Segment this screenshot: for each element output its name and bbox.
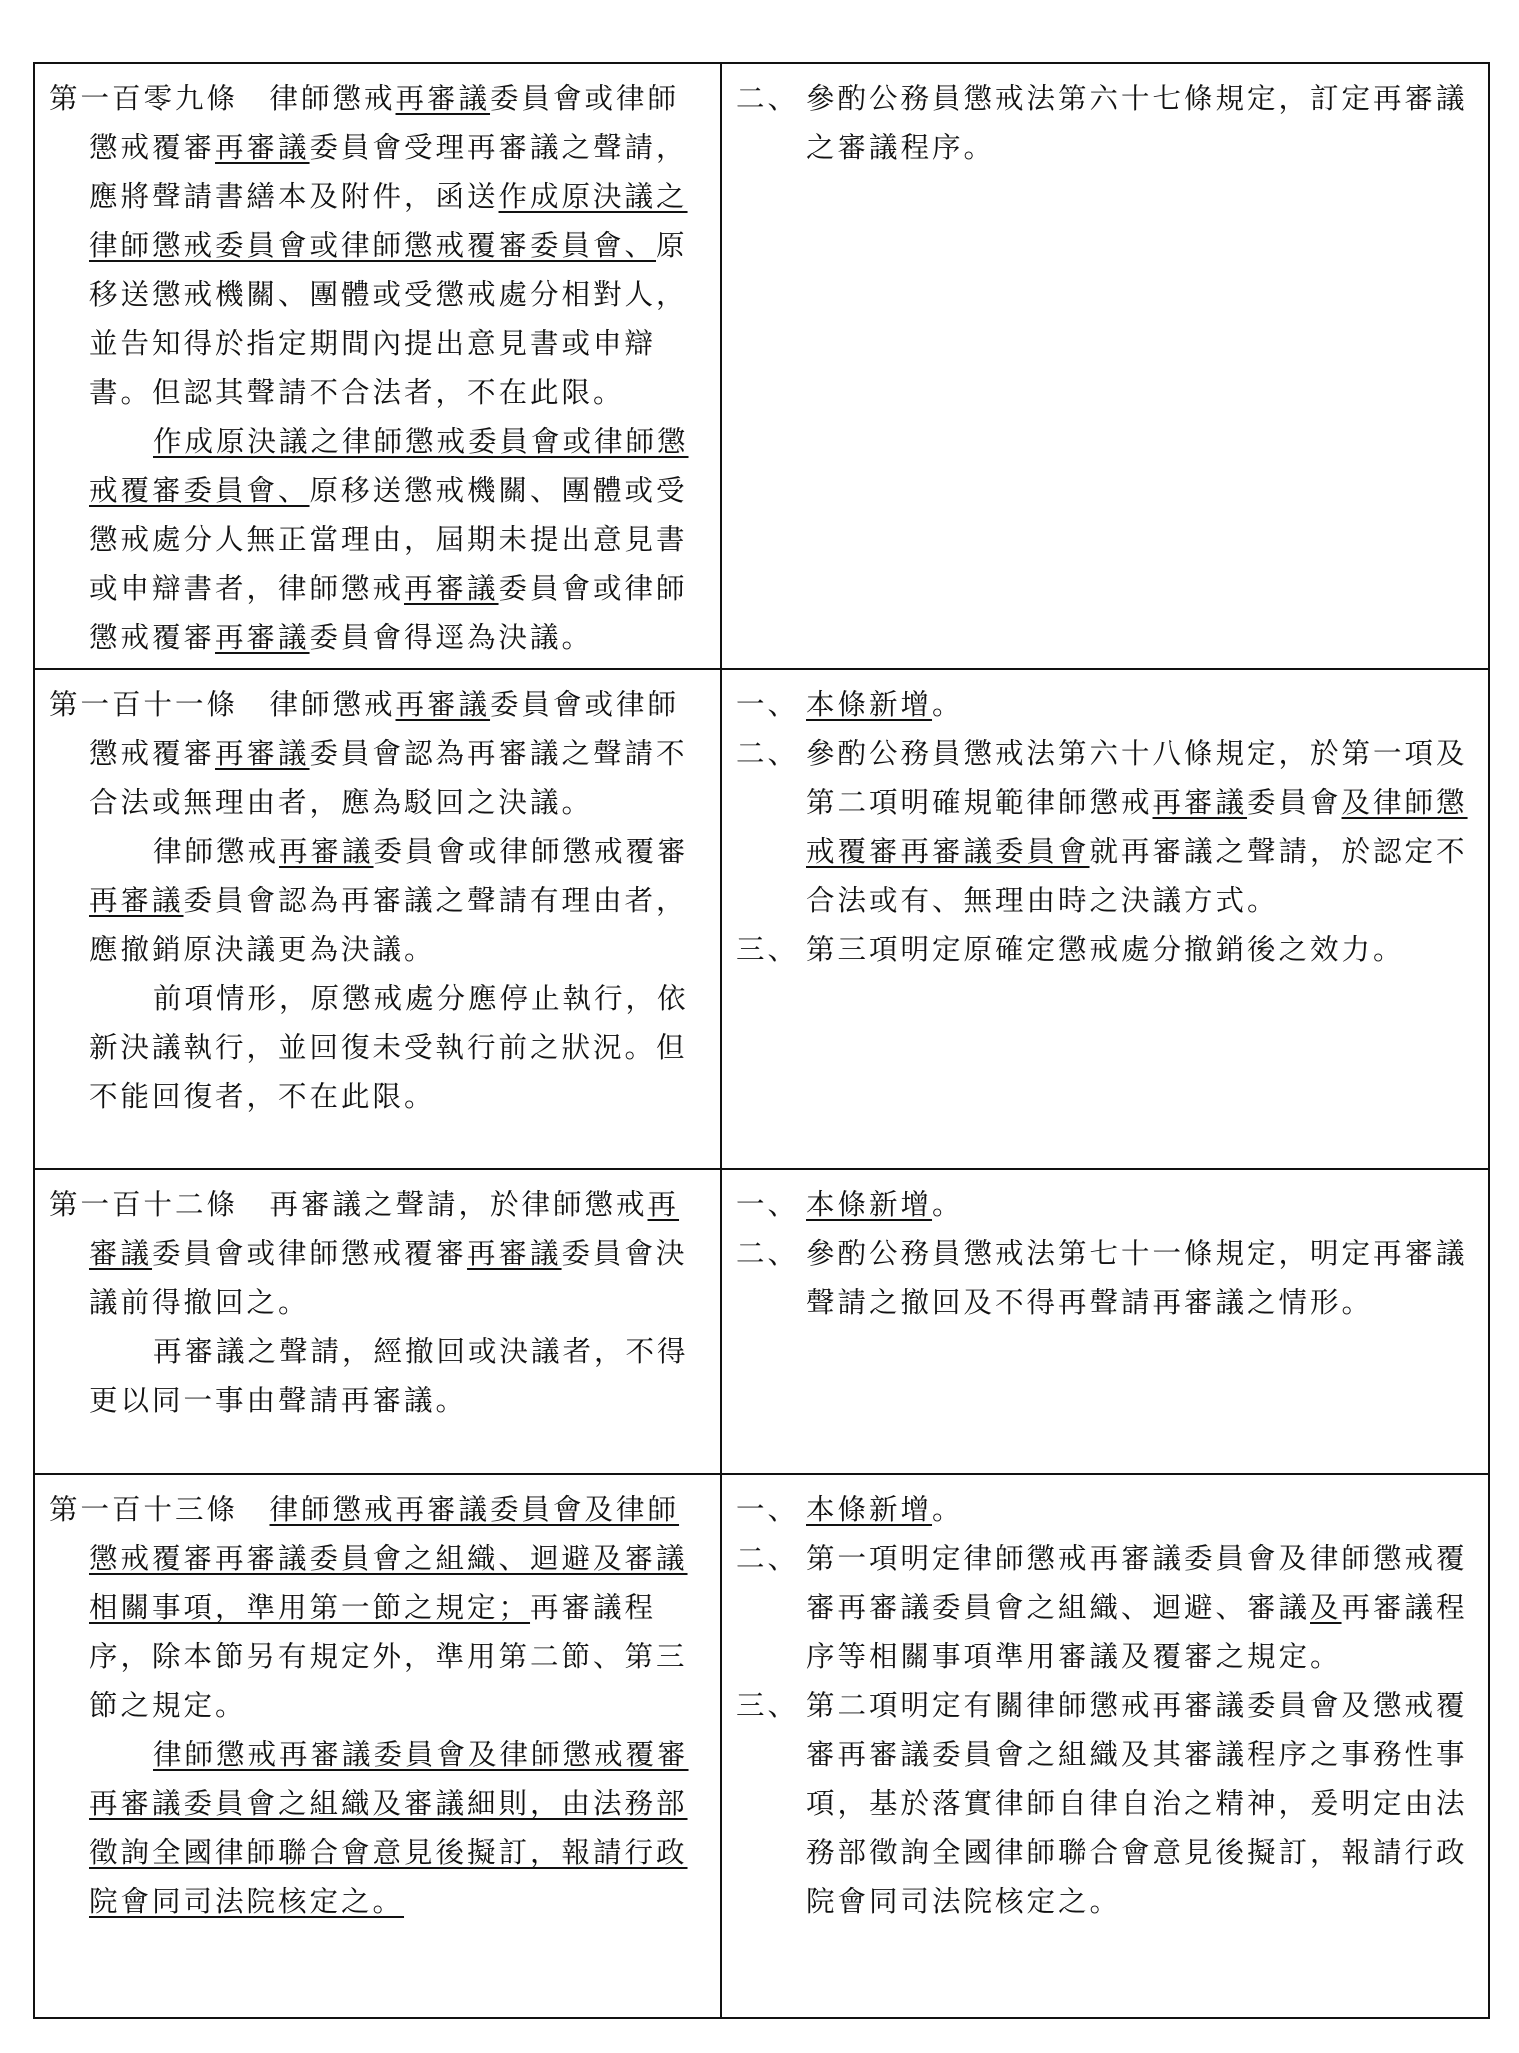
article-paragraph bbox=[49, 74, 706, 417]
underlined-amendment: 再審議 bbox=[215, 737, 310, 770]
article-text-cell bbox=[34, 63, 721, 669]
explanation-item bbox=[736, 1534, 1474, 1681]
comparison-table bbox=[33, 62, 1490, 2019]
article-sub-paragraph bbox=[49, 1730, 706, 1926]
explanation-cell bbox=[721, 669, 1489, 1169]
underlined-amendment: 及律師懲戒覆審再審議委員會 bbox=[806, 786, 1468, 868]
text-run: 。 bbox=[932, 1188, 964, 1221]
item-text bbox=[806, 729, 1474, 925]
item-text bbox=[806, 74, 1474, 172]
explanation-item bbox=[736, 680, 1474, 729]
underlined-amendment: 律師懲戒再審議委員會及律師懲戒覆審再審議委員會之組織及審議細則，由法務部徵詢全國律師聯合會意見後擬訂，報請行政院會同司法院核定之。 bbox=[89, 1738, 689, 1918]
text-run: 第一百十三條 bbox=[49, 1493, 270, 1526]
underlined-amendment: 再審議 bbox=[279, 835, 374, 868]
item-number: 二、 bbox=[736, 1237, 800, 1270]
item-text bbox=[806, 1534, 1474, 1681]
underlined-amendment: 及 bbox=[1310, 1591, 1342, 1624]
explanation-item bbox=[736, 1681, 1474, 1926]
text-run: 委員會受理再審議之聲請，應將聲請書繕本及附件，函送 bbox=[89, 131, 688, 213]
item-number: 一、 bbox=[736, 1493, 800, 1526]
text-run: 第一百零九條 律師懲戒 bbox=[49, 82, 396, 115]
explanation-cell bbox=[721, 63, 1489, 669]
article-sub-paragraph bbox=[49, 417, 706, 662]
text-run: 委員會認為再審議之聲請有理由者，應撤銷原決議更為決議。 bbox=[89, 884, 688, 966]
article-text-cell bbox=[34, 669, 721, 1169]
underlined-amendment: 律師懲戒再審議委員會及律師懲戒覆審再審議委員會之組織、迴避及審議相關事項，準用第一節之規定； bbox=[89, 1493, 688, 1624]
text-run: 委員會或律師懲戒覆審 bbox=[89, 572, 688, 654]
explanation-item bbox=[736, 729, 1474, 925]
text-run: 。 bbox=[932, 688, 964, 721]
text-run: 再審議程序，除本節另有規定外，準用第二節、第三節之規定。 bbox=[89, 1591, 688, 1722]
text-run: 就再審議之聲請，於認定不合法或有、無理由時之決議方式。 bbox=[806, 835, 1468, 917]
text-run: 再審議之聲請，經撤回或決議者，不得更以同一事由聲請再審議。 bbox=[89, 1335, 689, 1417]
text-run: 參酌公務員懲戒法第六十七條規定，訂定再審議之審議程序。 bbox=[806, 82, 1468, 164]
text-run: 參酌公務員懲戒法第七十一條規定，明定再審議聲請之撤回及不得再聲請再審議之情形。 bbox=[806, 1237, 1468, 1319]
item-text bbox=[806, 1485, 1474, 1534]
item-number: 一、 bbox=[736, 688, 800, 721]
text-run: 前項情形，原懲戒處分應停止執行，依新決議執行，並回復未受執行前之狀況。但不能回復者，不在此限。 bbox=[89, 982, 689, 1113]
underlined-amendment: 再審議 bbox=[395, 688, 491, 721]
item-number: 一、 bbox=[736, 1188, 800, 1221]
text-run: 委員會決議前得撤回之。 bbox=[89, 1237, 688, 1319]
item-text bbox=[806, 1229, 1474, 1327]
underlined-amendment: 再審議 bbox=[467, 1237, 562, 1270]
underlined-amendment: 再審議 bbox=[395, 82, 491, 115]
underlined-amendment: 本條新增 bbox=[806, 1188, 933, 1221]
text-run: 委員會或律師懲戒覆審 bbox=[89, 82, 680, 164]
text-run: 參酌公務員懲戒法第六十八條規定，於第一項及第二項明確規範律師懲戒 bbox=[806, 737, 1468, 819]
item-number: 三、 bbox=[736, 1689, 800, 1722]
table-row bbox=[34, 63, 1489, 669]
table-row bbox=[34, 1474, 1489, 2018]
item-number: 二、 bbox=[736, 82, 800, 115]
item-number: 二、 bbox=[736, 1542, 800, 1575]
article-paragraph bbox=[49, 1180, 706, 1327]
underlined-amendment: 再審議 bbox=[404, 572, 499, 605]
item-text bbox=[806, 680, 1474, 729]
text-run: 委員會認為再審議之聲請不合法或無理由者，應為駁回之決議。 bbox=[89, 737, 688, 819]
text-run: 。 bbox=[932, 1493, 964, 1526]
explanation-cell bbox=[721, 1474, 1489, 2018]
underlined-amendment: 再審議 bbox=[89, 884, 184, 917]
explanation-item bbox=[736, 925, 1474, 974]
underlined-amendment: 再審議 bbox=[215, 131, 310, 164]
text-run: 第三項明定原確定懲戒處分撤銷後之效力。 bbox=[806, 933, 1405, 966]
table-row bbox=[34, 669, 1489, 1169]
item-text bbox=[806, 1180, 1474, 1229]
underlined-amendment: 再審議 bbox=[1152, 786, 1248, 819]
text-run: 委員會或律師懲戒覆審 bbox=[152, 1237, 468, 1270]
text-run: 委員會得逕為決議。 bbox=[309, 621, 594, 654]
item-number: 二、 bbox=[736, 737, 800, 770]
text-run: 原移送懲戒機關、團體或受懲戒處分人無正當理由，屆期未提出意見書或申辯書者，律師懲戒 bbox=[89, 474, 688, 605]
text-run: 委員會 bbox=[1247, 786, 1342, 819]
underlined-amendment: 本條新增 bbox=[806, 1493, 933, 1526]
article-sub-paragraph bbox=[49, 1327, 706, 1425]
article-sub-paragraph bbox=[49, 827, 706, 974]
explanation-item bbox=[736, 1485, 1474, 1534]
explanation-cell bbox=[721, 1169, 1489, 1474]
text-run: 第一百十一條 律師懲戒 bbox=[49, 688, 396, 721]
text-run: 第二項明定有關律師懲戒再審議委員會及懲戒覆審再審議委員會之組織及其審議程序之事務性事項，基於落實律師自律自治之精神，爰明定由法務部徵詢全國律師聯合會意見後擬訂，報請行政院會同司法院核定之。 bbox=[806, 1689, 1468, 1918]
underlined-amendment: 本條新增 bbox=[806, 688, 933, 721]
article-paragraph bbox=[49, 680, 706, 827]
underlined-amendment: 再審議 bbox=[89, 1188, 680, 1270]
text-run: 律師懲戒 bbox=[153, 835, 280, 868]
explanation-item bbox=[736, 1180, 1474, 1229]
text-run: 委員會或律師懲戒覆審 bbox=[89, 688, 680, 770]
explanation-item bbox=[736, 74, 1474, 172]
item-text bbox=[806, 925, 1474, 974]
text-run: 原移送懲戒機關、團體或受懲戒處分相對人，並告知得於指定期間內提出意見書或申辯書。但認其聲請不合法者，不在此限。 bbox=[89, 229, 688, 409]
article-text-cell bbox=[34, 1474, 721, 2018]
text-run: 第一項明定律師懲戒再審議委員會及律師懲戒覆審再審議委員會之組織、迴避、審議 bbox=[806, 1542, 1468, 1624]
item-text bbox=[806, 1681, 1474, 1926]
explanation-item bbox=[736, 1229, 1474, 1327]
article-sub-paragraph bbox=[49, 974, 706, 1121]
article-text-cell bbox=[34, 1169, 721, 1474]
text-run: 委員會或律師懲戒覆審 bbox=[373, 835, 689, 868]
text-run: 第一百十二條 再審議之聲請，於律師懲戒 bbox=[49, 1188, 648, 1221]
table-row bbox=[34, 1169, 1489, 1474]
article-paragraph bbox=[49, 1485, 706, 1730]
underlined-amendment: 作成原決議之律師懲戒委員會或律師懲戒覆審委員會、 bbox=[89, 180, 688, 262]
underlined-amendment: 再審議 bbox=[215, 621, 310, 654]
underlined-amendment: 作成原決議之律師懲戒委員會或律師懲戒覆審委員會、 bbox=[89, 425, 689, 507]
item-number: 三、 bbox=[736, 933, 800, 966]
text-run: 再審議程序等相關事項準用審議及覆審之規定。 bbox=[806, 1591, 1468, 1673]
